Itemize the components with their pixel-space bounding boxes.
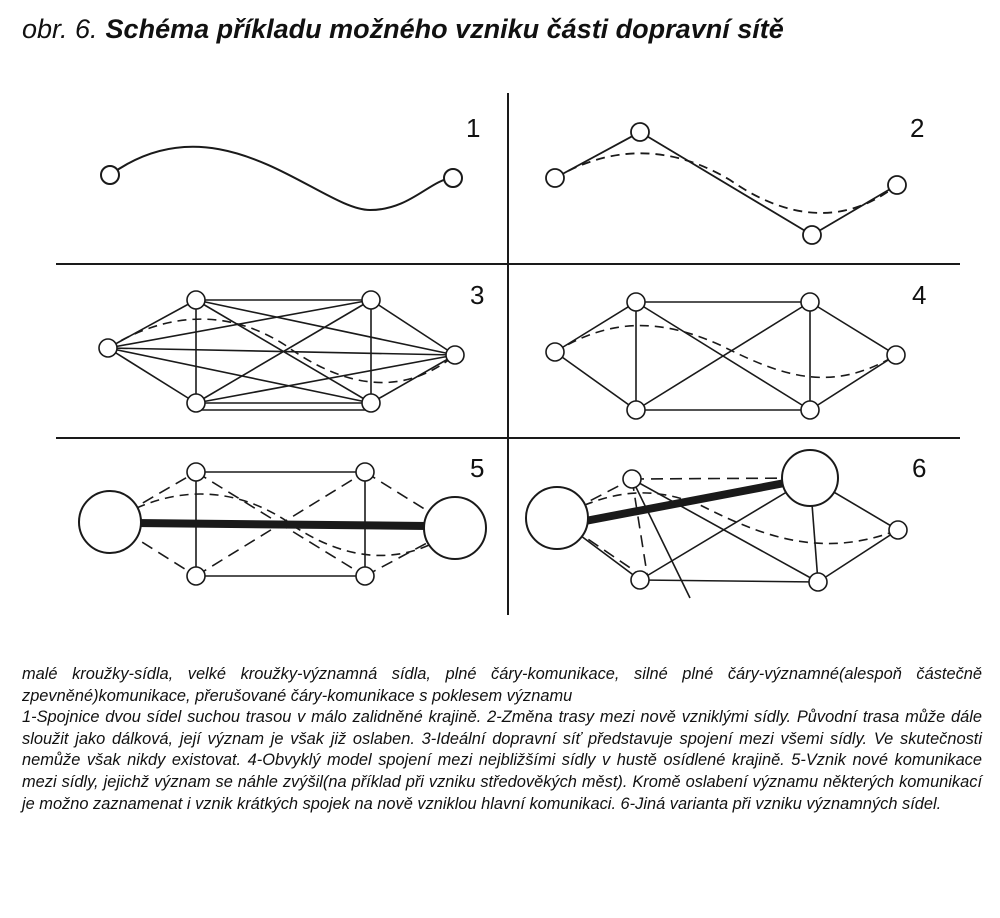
panel-1 [101,147,462,210]
settlement [362,394,380,412]
settlement [362,291,380,309]
settlement [101,166,119,184]
route-curve [110,147,452,210]
settlement [187,463,205,481]
settlement [187,394,205,412]
caption-description: 1-Spojnice dvou sídel suchou trasou v málo zalidněné krajině. 2-Změna trasy mezi nově vzniklými sídly. Původní trasa může dále sloužit jako dálková, její význam je však již oslaben. 3-Ideální dopravní síť představuje spojení mezi všemi sídly. Ve skutečnosti nemůže však nikdy existovat. 4-Obvyklý model spojení mezi nejbližšími sídly v hustě osídlené krajině. 5-Vznik nové komunikace mezi sídly, jejichž význam se náhle zvýšil(na příklad při vzniku středověkých měst). Kromě oslabení významu některých komunikací je možno zaznamenat i vznik krátkých spojek na nově vzniklou hlavní komunikaci. 6-Jiná varianta při vzniku významných sídel. [22,708,982,813]
panel-number-1: 1 [466,113,481,143]
panel-number-6: 6 [912,453,927,483]
settlement [546,169,564,187]
important-settlement [79,491,141,553]
settlement [356,463,374,481]
settlement [623,470,641,488]
route [812,185,897,235]
figure-number: obr. 6. [22,14,98,44]
important-settlement [424,497,486,559]
panel-number-4: 4 [912,280,927,310]
main-road [580,482,790,522]
important-settlement [782,450,838,506]
panel-2 [546,123,906,244]
settlement [889,521,907,539]
settlement [809,573,827,591]
settlement [546,343,564,361]
settlement [801,293,819,311]
settlement [887,346,905,364]
settlement [187,567,205,585]
panel-6 [526,450,907,598]
settlement [356,567,374,585]
panel-number-3: 3 [470,280,485,310]
settlement [444,169,462,187]
diagram-frame [22,68,980,648]
settlement [888,176,906,194]
settlement [631,123,649,141]
settlement [187,291,205,309]
figure-caption [22,664,982,815]
panel-number-2: 2 [910,113,925,143]
settlement [627,293,645,311]
route [555,132,640,178]
panel-5 [79,463,486,585]
settlement [627,401,645,419]
panel-number-5: 5 [470,453,485,483]
weakened-route [555,326,896,378]
figure-heading: Schéma příkladu možného vzniku části dopravní sítě [105,14,784,44]
route [640,132,812,235]
settlement [631,571,649,589]
main-road [135,523,428,526]
caption-legend: malé kroužky-sídla, velké kroužky-významná sídla, plné čáry-komunikace, silné plné čáry-významné(alespoň částečně zpevněné)komunikace, přerušované čáry-komunikace s poklesem významu [22,665,982,705]
panel-4 [546,293,905,419]
panel-3 [99,291,464,412]
important-settlement [526,487,588,549]
settlement [801,401,819,419]
settlement [446,346,464,364]
settlement [803,226,821,244]
settlement [99,339,117,357]
